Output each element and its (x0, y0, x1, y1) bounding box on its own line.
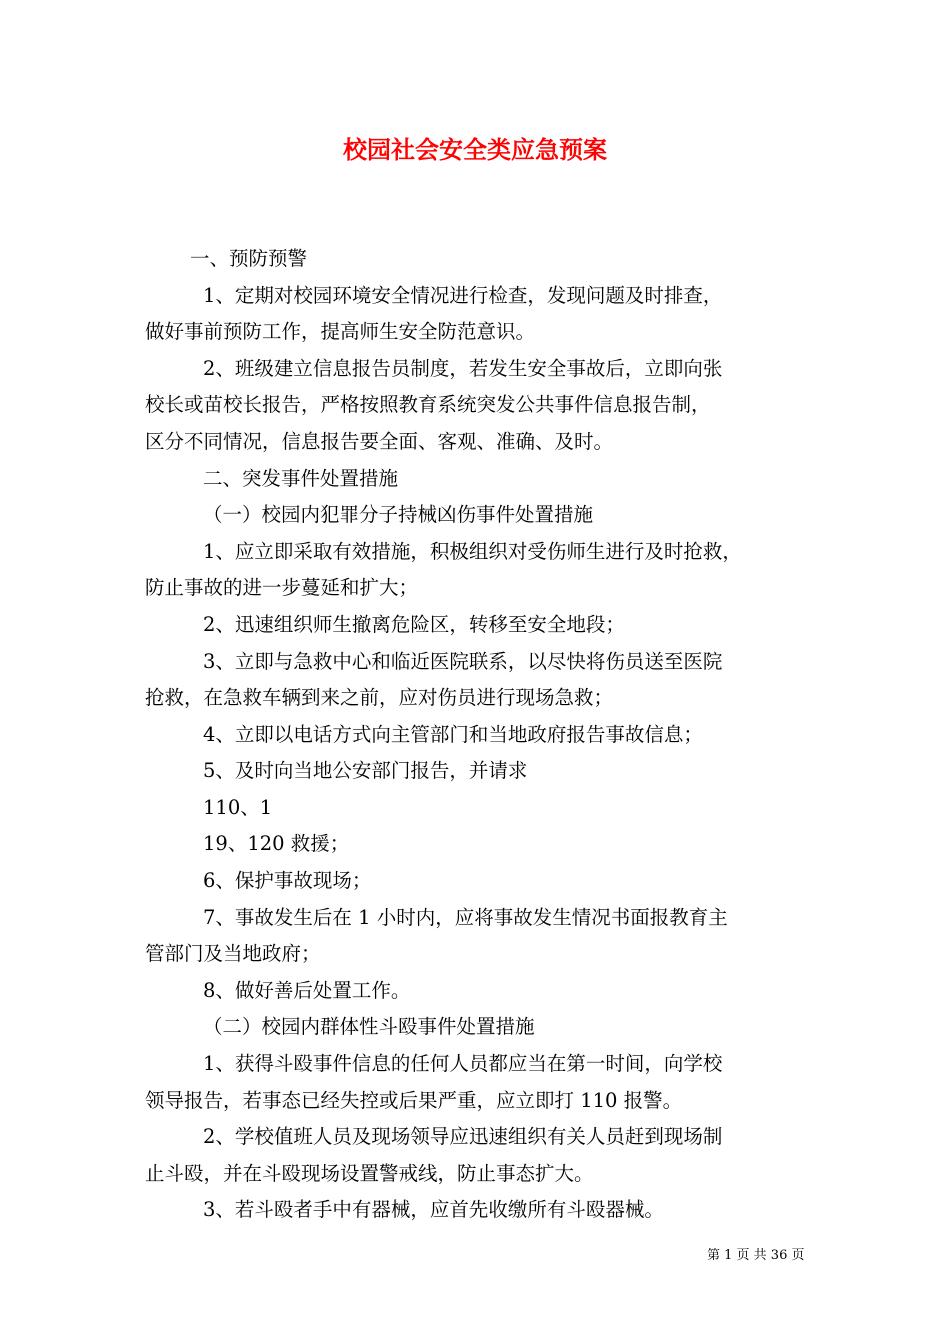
section-heading-prevention: 一、预防预警 (190, 247, 308, 270)
paragraph-line: 领导报告，若事态已经失控或后果严重，应立即打 110 报警。 (145, 1089, 683, 1112)
paragraph-line: 1、获得斗殴事件信息的任何人员都应当在第一时间，向学校 (203, 1052, 723, 1075)
document-title: 校园社会安全类应急预案 (343, 135, 607, 164)
paragraph-line: 6、保护事故现场； (203, 869, 372, 892)
paragraph-line: 2、班级建立信息报告员制度，若发生安全事故后，立即向张 (203, 357, 723, 380)
paragraph-line: 7、事故发生后在 1 小时内，应将事故发生情况书面报教育主 (203, 906, 728, 929)
paragraph-line: 抢救，在急救车辆到来之前，应对伤员进行现场急救； (145, 686, 614, 709)
paragraph-line: 区分不同情况，信息报告要全面、客观、准确、及时。 (145, 430, 614, 453)
paragraph-line: 2、迅速组织师生撤离危险区，转移至安全地段； (203, 613, 625, 636)
subsection-heading-group-fight: （二）校园内群体性斗殴事件处置措施 (203, 1015, 535, 1038)
paragraph-line: 4、立即以电话方式向主管部门和当地政府报告事故信息； (203, 723, 703, 746)
paragraph-line: 2、学校值班人员及现场领导应迅速组织有关人员赶到现场制 (203, 1125, 723, 1148)
paragraph-line: 3、若斗殴者手中有器械，应首先收缴所有斗殴器械。 (203, 1198, 664, 1221)
paragraph-line: 做好事前预防工作，提高师生安全防范意识。 (145, 320, 536, 343)
page-number: 第 1 页 共 36 页 (707, 1248, 805, 1263)
paragraph-line: 止斗殴，并在斗殴现场设置警戒线，防止事态扩大。 (145, 1162, 594, 1185)
paragraph-line: 1、定期对校园环境安全情况进行检查，发现问题及时排查， (203, 284, 723, 307)
subsection-heading-armed-attack: （一）校园内犯罪分子持械凶伤事件处置措施 (203, 503, 594, 526)
paragraph-line: 防止事故的进一步蔓延和扩大； (145, 576, 419, 599)
paragraph-line: 管部门及当地政府； (145, 942, 321, 965)
paragraph-line: 19、120 救援； (203, 832, 350, 855)
paragraph-line: 3、立即与急救中心和临近医院联系，以尽快将伤员送至医院 (203, 650, 723, 673)
paragraph-line: 110、1 (203, 796, 273, 819)
paragraph-line: 8、做好善后处置工作。 (203, 979, 411, 1002)
paragraph-line: 5、及时向当地公安部门报告，并请求 (203, 759, 528, 782)
paragraph-line: 1、应立即采取有效措施，积极组织对受伤师生进行及时抢救， (203, 540, 742, 563)
section-heading-measures: 二、突发事件处置措施 (203, 467, 399, 490)
paragraph-line: 校长或苗校长报告，严格按照教育系统突发公共事件信息报告制， (145, 393, 711, 416)
